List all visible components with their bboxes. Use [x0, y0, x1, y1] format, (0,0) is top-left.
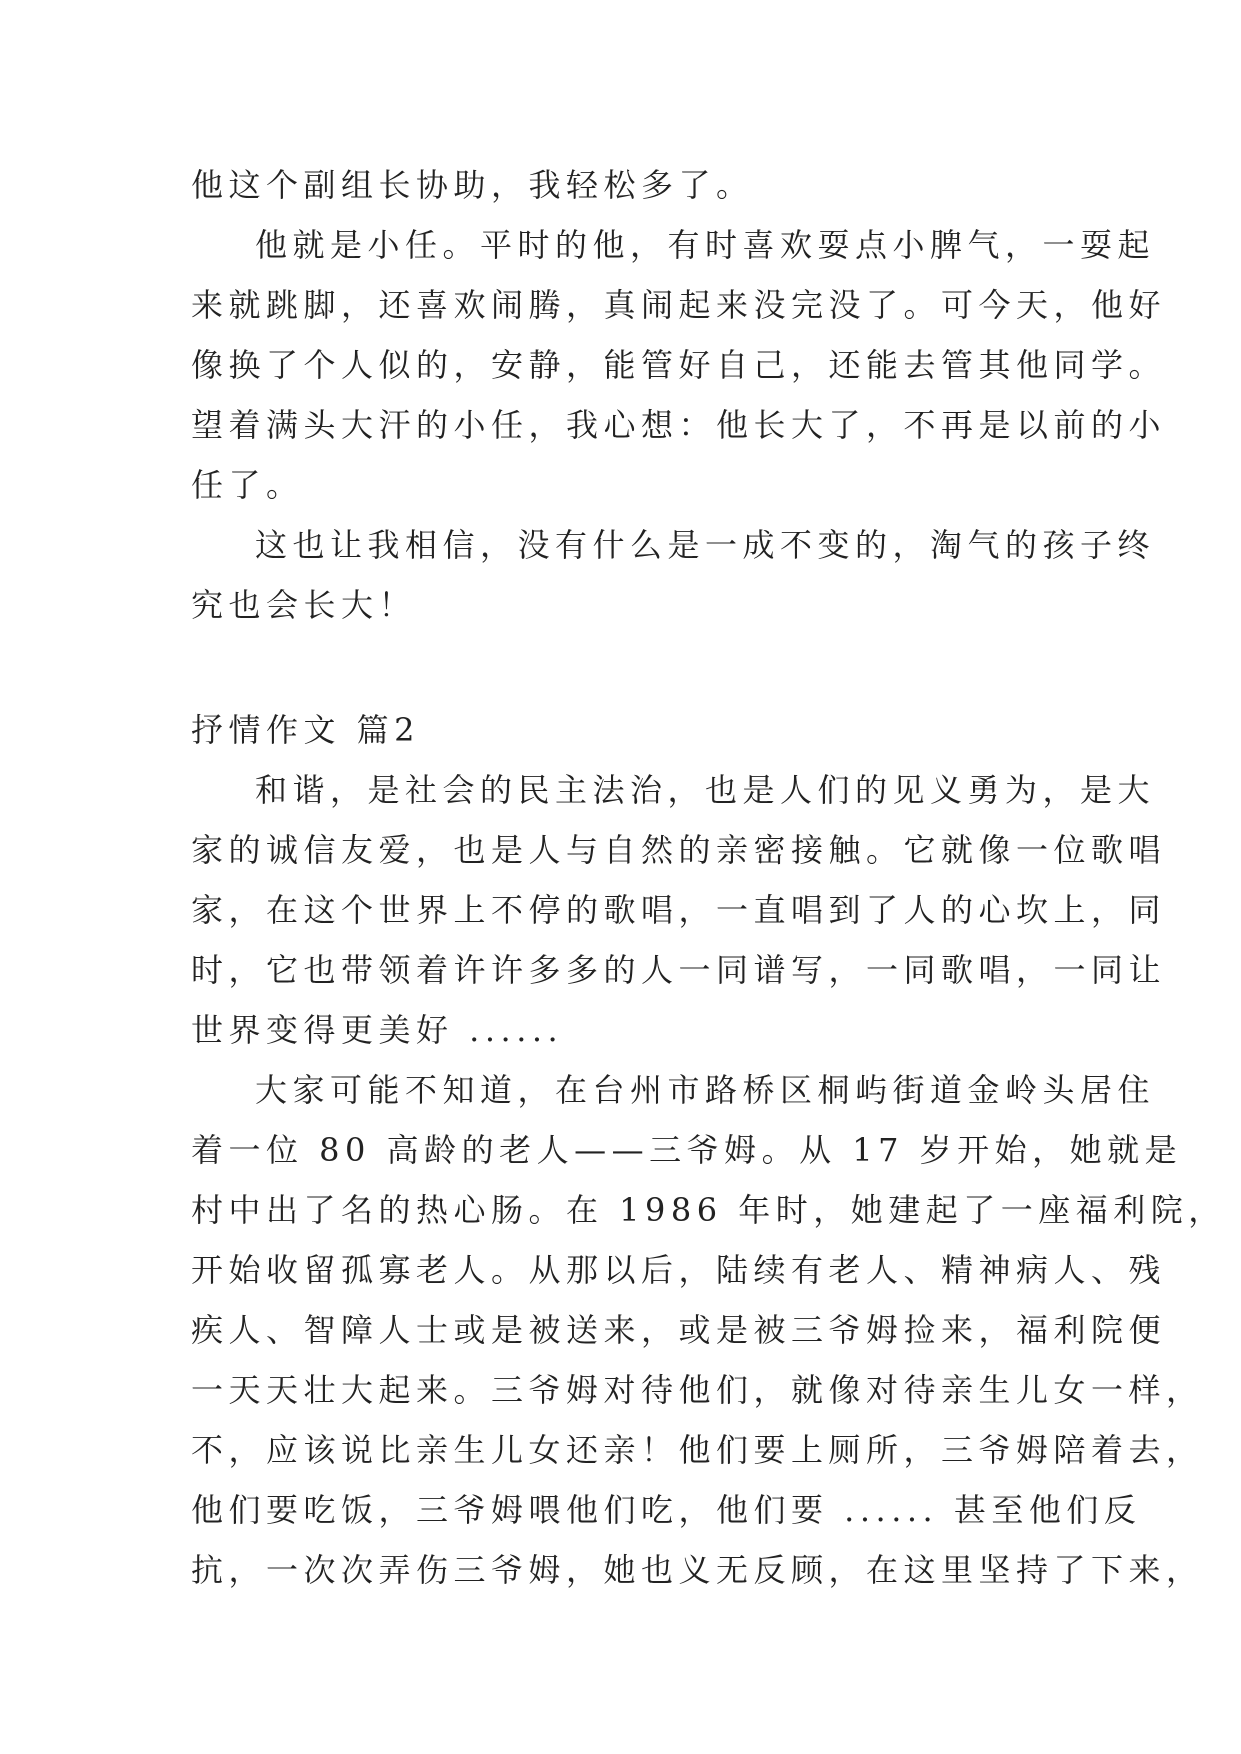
text-line: 时，它也带领着许许多多的人一同谱写，一同歌唱，一同让: [191, 951, 1167, 989]
paragraph-start: 这也让我相信，没有什么是一成不变的，淘气的孩子终: [255, 526, 1156, 564]
text-line: 疾人、智障人士或是被送来，或是被三爷姆捡来，福利院便: [191, 1311, 1167, 1349]
text-line: 着一位 80 高龄的老人——三爷姆。从 17 岁开始，她就是: [191, 1131, 1183, 1169]
text-line: 任了。: [191, 466, 304, 504]
text-line: 像换了个人似的，安静，能管好自己，还能去管其他同学。: [191, 346, 1167, 384]
text-line: 世界变得更美好 ......: [191, 1011, 564, 1049]
text-line: 来就跳脚，还喜欢闹腾，真闹起来没完没了。可今天，他好: [191, 286, 1167, 324]
text-line: 他们要吃饭，三爷姆喂他们吃，他们要 ...... 甚至他们反: [191, 1491, 1142, 1529]
paragraph-start: 和谐，是社会的民主法治，也是人们的见义勇为，是大: [255, 771, 1156, 809]
text-line: 开始收留孤寡老人。从那以后，陆续有老人、精神病人、残: [191, 1251, 1167, 1289]
text-line: 望着满头大汗的小任，我心想：他长大了，不再是以前的小: [191, 406, 1167, 444]
text-line: 一天天壮大起来。三爷姆对待他们，就像对待亲生儿女一样，: [191, 1371, 1204, 1409]
text-line: 家的诚信友爱，也是人与自然的亲密接触。它就像一位歌唱: [191, 831, 1167, 869]
paragraph-start: 他就是小任。平时的他，有时喜欢耍点小脾气，一耍起: [255, 226, 1156, 264]
text-line: 不，应该说比亲生儿女还亲！他们要上厕所，三爷姆陪着去，: [191, 1431, 1204, 1469]
text-line: 他这个副组长协助，我轻松多了。: [191, 166, 754, 204]
text-line: 家，在这个世界上不停的歌唱，一直唱到了人的心坎上，同: [191, 891, 1167, 929]
text-line: 抗，一次次弄伤三爷姆，她也义无反顾，在这里坚持了下来，: [191, 1551, 1204, 1589]
text-line: 究也会长大！: [191, 586, 417, 624]
text-line: 村中出了名的热心肠。在 1986 年时，她建起了一座福利院，: [191, 1191, 1226, 1229]
paragraph-start: 大家可能不知道，在台州市路桥区桐屿街道金岭头居住: [255, 1071, 1156, 1109]
section-heading: 抒情作文 篇2: [191, 711, 421, 749]
